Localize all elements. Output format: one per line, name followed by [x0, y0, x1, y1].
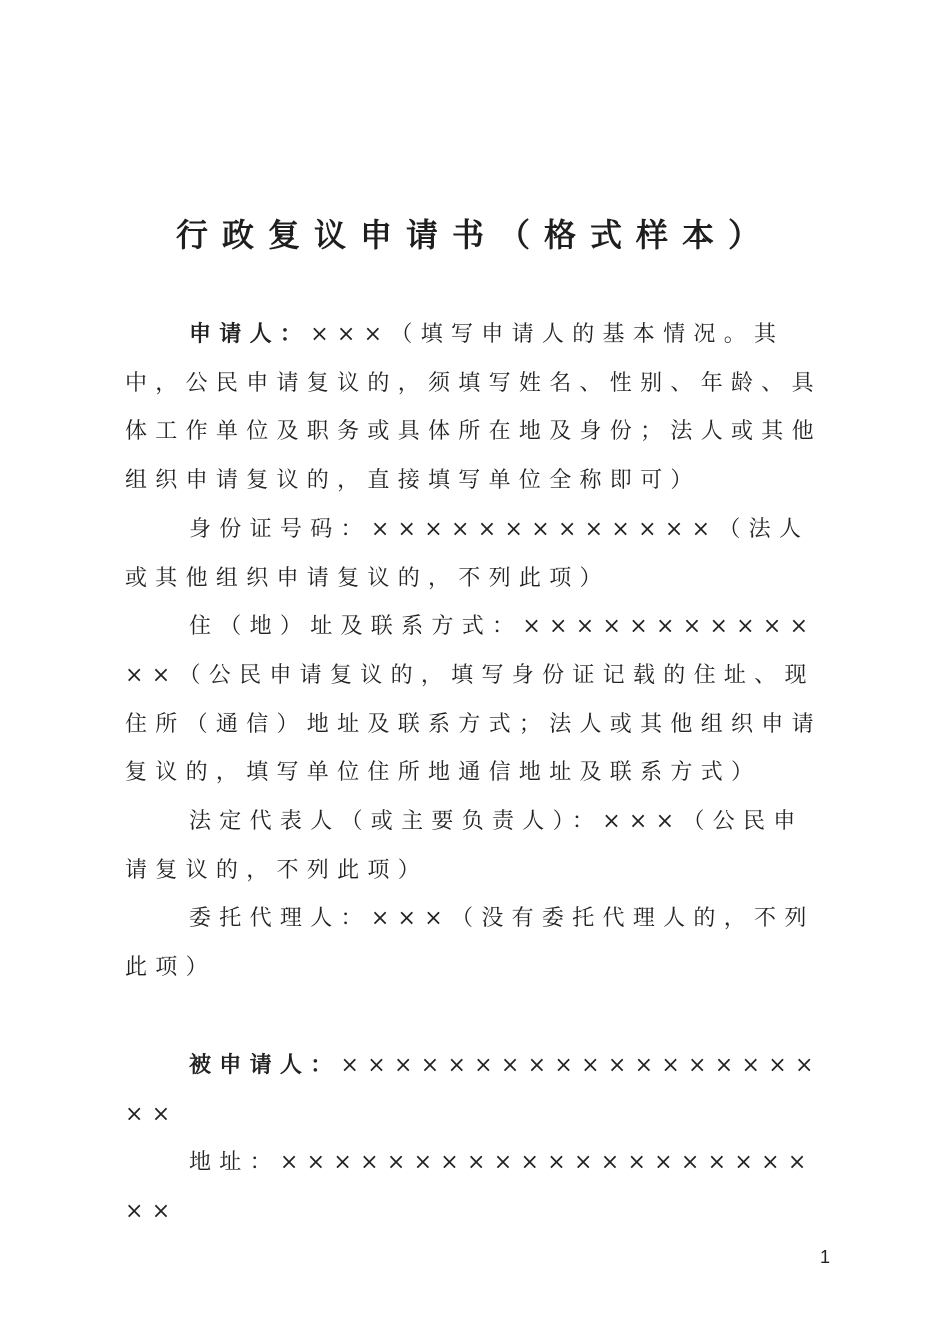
id-number-text: ×××××××××××××（法人或其他组织申请复议的，不列此项）: [125, 516, 810, 591]
agent-paragraph: [125, 895, 830, 992]
document-body: [125, 310, 830, 1237]
id-number-paragraph: [125, 506, 830, 603]
address-paragraph: [125, 603, 830, 798]
address-text: ×××××××××××××（公民申请复议的，填写身份证记载的住址、现住所（通信）地址及联系方式；法人或其他组织申请复议的，填写单位住所地通信地址及联系方式）: [125, 614, 822, 786]
legal-rep-text: ×××（公民申请复议的，不列此项）: [125, 809, 804, 883]
respondent-label: 被申请人：: [189, 1051, 341, 1078]
respondent-paragraph: [125, 1041, 830, 1139]
applicant-text: ×××（填写申请人的基本情况。其中，公民申请复议的，须填写姓名、性别、年龄、具体工作单位及职务或具体所在地及身份；法人或其他组织申请复议的，直接填写单位全称即可）: [125, 322, 822, 494]
legal-rep-paragraph: [125, 798, 830, 895]
applicant-paragraph: [125, 310, 830, 506]
respondent-address-label: 地址：: [189, 1150, 280, 1176]
legal-rep-label: 法定代表人（或主要负责人）：: [189, 809, 603, 835]
address-label: 住（地）址及联系方式：: [189, 614, 523, 640]
applicant-label: 申请人：: [189, 321, 311, 347]
agent-label: 委托代理人：: [189, 906, 371, 932]
respondent-address-paragraph: [125, 1139, 830, 1236]
respondent-address-text: ××××××××××××××××××××××: [125, 1150, 815, 1224]
page-number: 1: [819, 1247, 830, 1267]
page-title: 行政复议申请书（格式样本）: [175, 216, 774, 254]
id-number-label: 身份证号码：: [189, 516, 371, 542]
respondent-text: ××××××××××××××××××××: [125, 1052, 822, 1127]
agent-text: ×××（没有委托代理人的，不列此项）: [125, 906, 815, 981]
